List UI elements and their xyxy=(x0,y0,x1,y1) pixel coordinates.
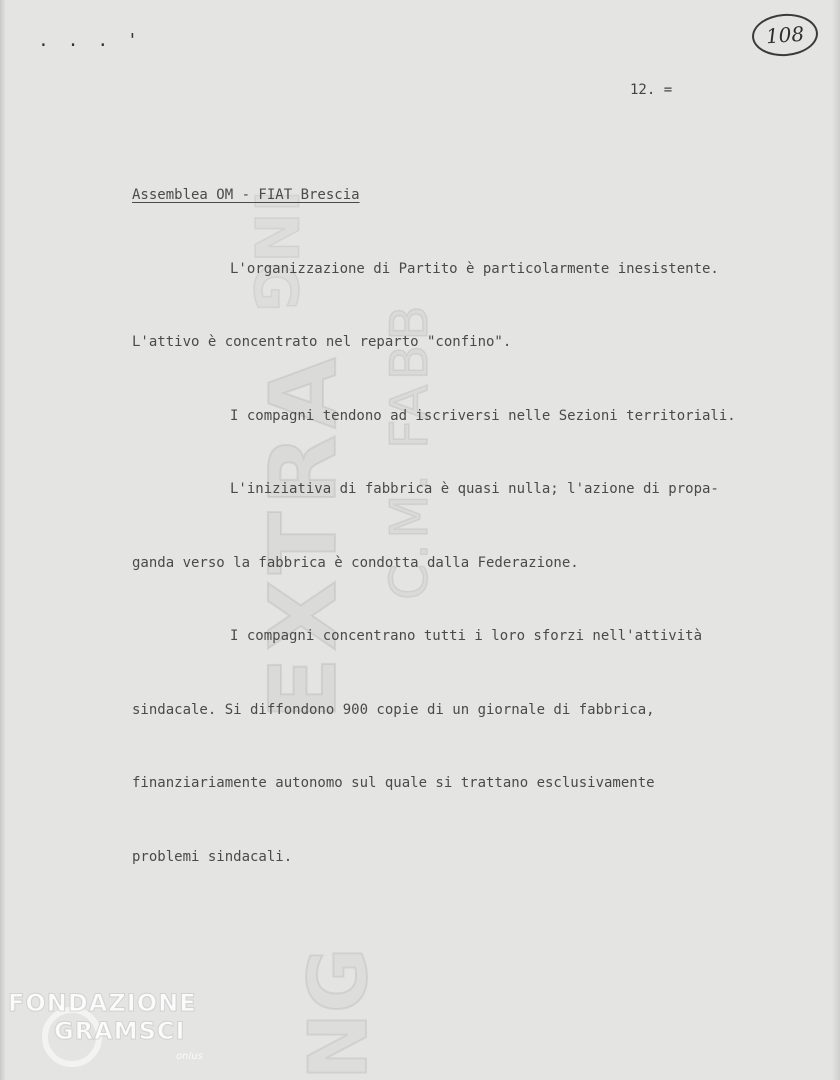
logo-text-gramsci: GRAMSCI xyxy=(54,1017,186,1045)
folio-number: 108 xyxy=(765,21,805,49)
watermark-cm-fabb: C.M. FABB xyxy=(380,301,440,600)
watermark-ng-top: ING xyxy=(240,190,310,312)
page-edge-left xyxy=(0,0,6,1080)
folio-stamp xyxy=(751,12,820,59)
page-number: 12. = xyxy=(630,82,673,98)
document-heading: Assemblea OM - FIAT Brescia xyxy=(132,187,360,203)
corner-marks: . . . ' xyxy=(38,30,142,51)
text-line: ganda verso la fabbrica è condotta dalla Federazione. xyxy=(132,554,579,571)
text-line: I compagni concentrano tutti i loro sforzi nell'attività xyxy=(230,628,703,644)
text-line: L'attivo è concentrato nel reparto "confino". xyxy=(132,334,512,350)
text-line: finanziariamente autonomo sul quale si trattano esclusivamente xyxy=(132,775,655,791)
text-line: sindacale. Si diffondono 900 copie di un giornale di fabbrica, xyxy=(132,701,655,718)
watermark-extra: EXTRA xyxy=(250,351,357,720)
page-edge-right xyxy=(832,0,840,1080)
fondazione-gramsci-logo xyxy=(8,985,228,1075)
text-line: L'iniziativa di fabbrica è quasi nulla; l'azione di propa- xyxy=(230,481,719,497)
logo-text-onlus: onlus xyxy=(176,1051,203,1062)
watermark-ng-bottom: NG xyxy=(292,947,385,1080)
text-line: problemi sindacali. xyxy=(132,848,293,865)
logo-text-fondazione: FONDAZIONE xyxy=(8,989,197,1017)
text-line: I compagni tendono ad iscriversi nelle Sezioni territoriali. xyxy=(230,407,736,424)
text-line: L'organizzazione di Partito è particolarmente inesistente. xyxy=(230,260,719,277)
typewritten-text xyxy=(132,134,832,918)
